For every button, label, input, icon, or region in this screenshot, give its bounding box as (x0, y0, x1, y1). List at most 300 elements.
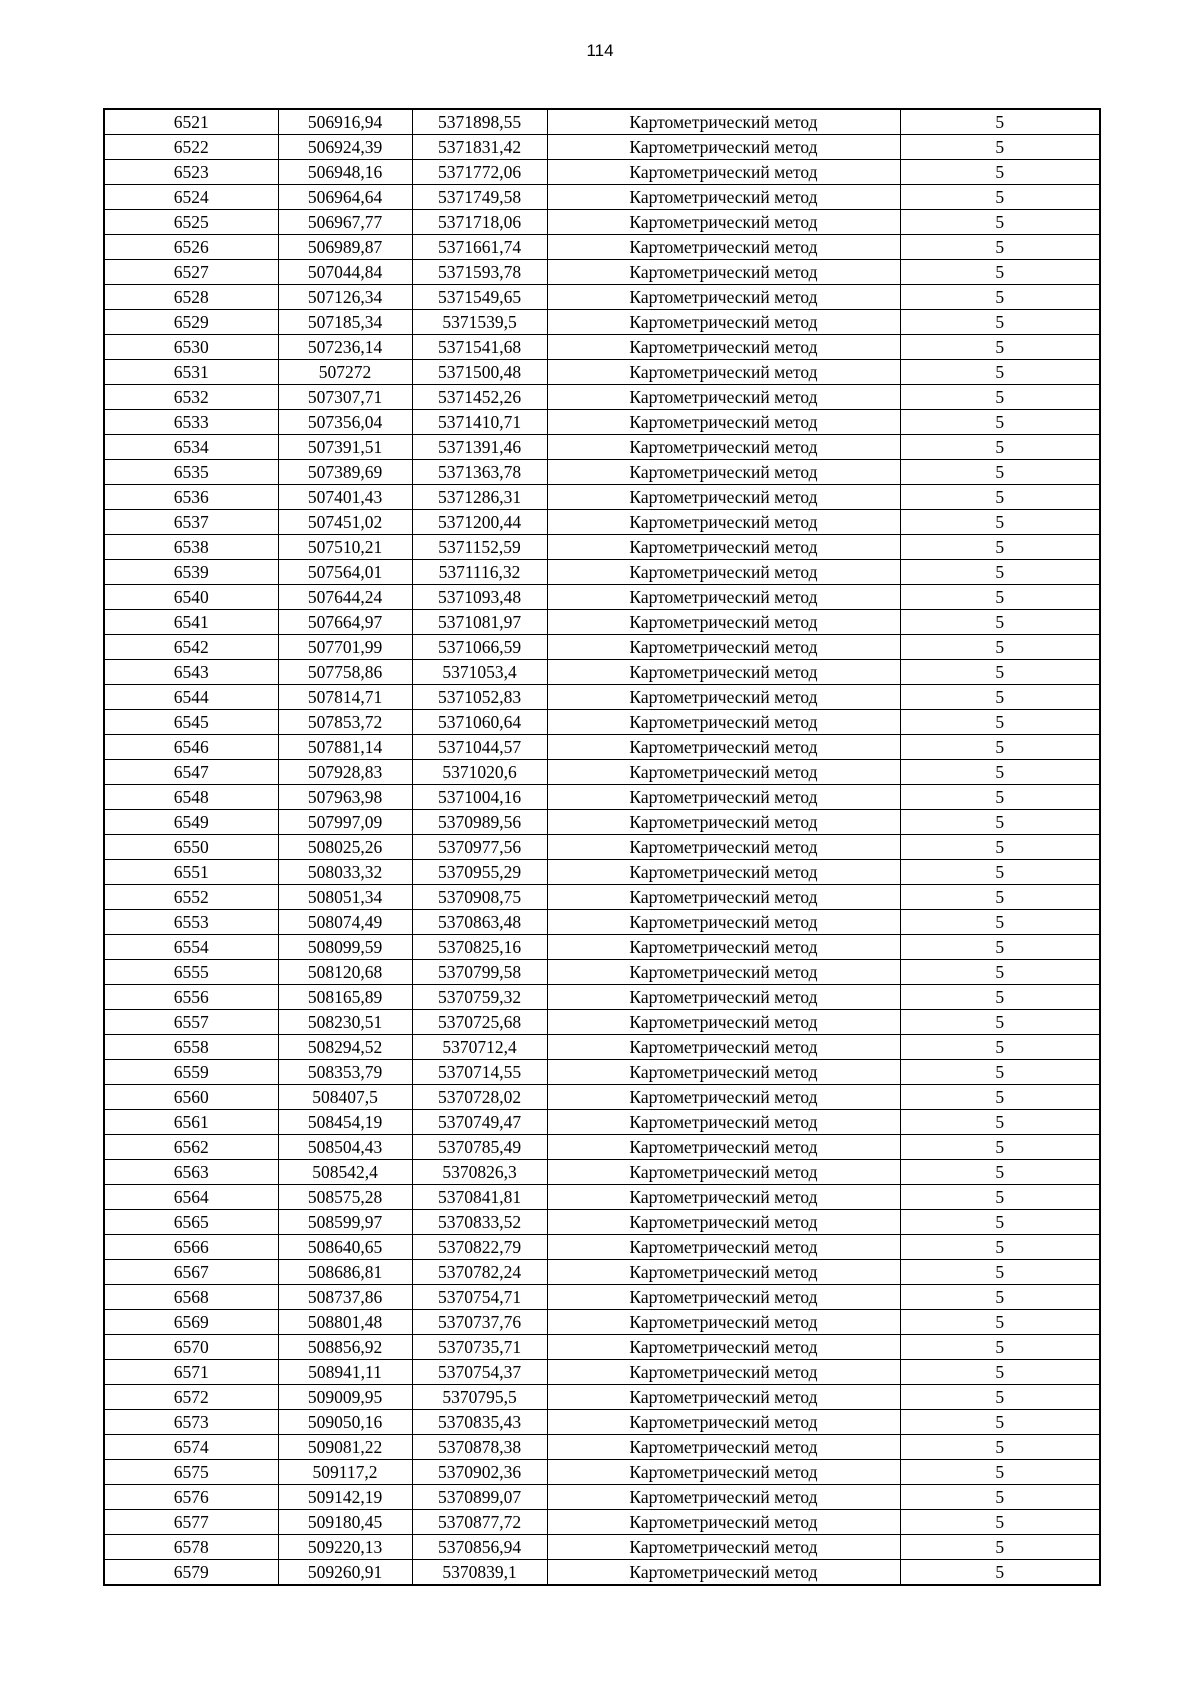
y-coordinate-cell: 5370825,16 (412, 935, 547, 960)
point-number-cell: 6549 (104, 810, 278, 835)
x-coordinate-cell: 508575,28 (278, 1185, 412, 1210)
point-number-cell: 6533 (104, 410, 278, 435)
y-coordinate-cell: 5370841,81 (412, 1185, 547, 1210)
accuracy-cell: 5 (900, 1010, 1100, 1035)
point-number-cell: 6572 (104, 1385, 278, 1410)
method-cell: Картометрический метод (547, 560, 900, 585)
table-row (104, 1510, 1100, 1535)
x-coordinate-cell: 509117,2 (278, 1460, 412, 1485)
x-coordinate-cell: 507126,34 (278, 285, 412, 310)
accuracy-cell: 5 (900, 1060, 1100, 1085)
method-cell: Картометрический метод (547, 1185, 900, 1210)
table-row (104, 385, 1100, 410)
accuracy-cell: 5 (900, 1185, 1100, 1210)
point-number-cell: 6536 (104, 485, 278, 510)
y-coordinate-cell: 5370833,52 (412, 1210, 547, 1235)
y-coordinate-cell: 5371363,78 (412, 460, 547, 485)
y-coordinate-cell: 5371053,4 (412, 660, 547, 685)
point-number-cell: 6553 (104, 910, 278, 935)
method-cell: Картометрический метод (547, 1535, 900, 1560)
x-coordinate-cell: 507664,97 (278, 610, 412, 635)
method-cell: Картометрический метод (547, 1485, 900, 1510)
accuracy-cell: 5 (900, 810, 1100, 835)
point-number-cell: 6543 (104, 660, 278, 685)
point-number-cell: 6548 (104, 785, 278, 810)
point-number-cell: 6538 (104, 535, 278, 560)
accuracy-cell: 5 (900, 210, 1100, 235)
point-number-cell: 6522 (104, 135, 278, 160)
x-coordinate-cell: 507307,71 (278, 385, 412, 410)
y-coordinate-cell: 5370795,5 (412, 1385, 547, 1410)
method-cell: Картометрический метод (547, 485, 900, 510)
table-row (104, 1210, 1100, 1235)
y-coordinate-cell: 5370782,24 (412, 1260, 547, 1285)
table-row (104, 1185, 1100, 1210)
method-cell: Картометрический метод (547, 1110, 900, 1135)
y-coordinate-cell: 5371549,65 (412, 285, 547, 310)
point-number-cell: 6561 (104, 1110, 278, 1135)
accuracy-cell: 5 (900, 510, 1100, 535)
y-coordinate-cell: 5370863,48 (412, 910, 547, 935)
table-row (104, 910, 1100, 935)
x-coordinate-cell: 509050,16 (278, 1410, 412, 1435)
accuracy-cell: 5 (900, 635, 1100, 660)
point-number-cell: 6576 (104, 1485, 278, 1510)
method-cell: Картометрический метод (547, 585, 900, 610)
x-coordinate-cell: 508230,51 (278, 1010, 412, 1035)
x-coordinate-cell: 507401,43 (278, 485, 412, 510)
y-coordinate-cell: 5370878,38 (412, 1435, 547, 1460)
table-row (104, 1035, 1100, 1060)
accuracy-cell: 5 (900, 1235, 1100, 1260)
y-coordinate-cell: 5371452,26 (412, 385, 547, 410)
table-row (104, 1335, 1100, 1360)
x-coordinate-cell: 506948,16 (278, 160, 412, 185)
point-number-cell: 6554 (104, 935, 278, 960)
accuracy-cell: 5 (900, 135, 1100, 160)
point-number-cell: 6547 (104, 760, 278, 785)
table-row (104, 1235, 1100, 1260)
y-coordinate-cell: 5371060,64 (412, 710, 547, 735)
table-row (104, 1485, 1100, 1510)
method-cell: Картометрический метод (547, 660, 900, 685)
method-cell: Картометрический метод (547, 935, 900, 960)
y-coordinate-cell: 5371749,58 (412, 185, 547, 210)
x-coordinate-cell: 507701,99 (278, 635, 412, 660)
method-cell: Картометрический метод (547, 335, 900, 360)
accuracy-cell: 5 (900, 1260, 1100, 1285)
accuracy-cell: 5 (900, 1535, 1100, 1560)
method-cell: Картометрический метод (547, 210, 900, 235)
table-row (104, 360, 1100, 385)
y-coordinate-cell: 5370759,32 (412, 985, 547, 1010)
y-coordinate-cell: 5370728,02 (412, 1085, 547, 1110)
x-coordinate-cell: 508856,92 (278, 1335, 412, 1360)
table-row (104, 310, 1100, 335)
table-row (104, 1460, 1100, 1485)
point-number-cell: 6535 (104, 460, 278, 485)
y-coordinate-cell: 5370725,68 (412, 1010, 547, 1035)
y-coordinate-cell: 5370749,47 (412, 1110, 547, 1135)
point-number-cell: 6571 (104, 1360, 278, 1385)
x-coordinate-cell: 508099,59 (278, 935, 412, 960)
point-number-cell: 6550 (104, 835, 278, 860)
point-number-cell: 6575 (104, 1460, 278, 1485)
x-coordinate-cell: 509180,45 (278, 1510, 412, 1535)
x-coordinate-cell: 508542,4 (278, 1160, 412, 1185)
y-coordinate-cell: 5371391,46 (412, 435, 547, 460)
method-cell: Картометрический метод (547, 810, 900, 835)
y-coordinate-cell: 5371593,78 (412, 260, 547, 285)
method-cell: Картометрический метод (547, 535, 900, 560)
method-cell: Картометрический метод (547, 160, 900, 185)
point-number-cell: 6574 (104, 1435, 278, 1460)
point-number-cell: 6567 (104, 1260, 278, 1285)
y-coordinate-cell: 5371200,44 (412, 510, 547, 535)
table-row (104, 735, 1100, 760)
table-row (104, 935, 1100, 960)
y-coordinate-cell: 5371898,55 (412, 109, 547, 135)
accuracy-cell: 5 (900, 1085, 1100, 1110)
accuracy-cell: 5 (900, 985, 1100, 1010)
table-row (104, 210, 1100, 235)
x-coordinate-cell: 507853,72 (278, 710, 412, 735)
point-number-cell: 6573 (104, 1410, 278, 1435)
method-cell: Картометрический метод (547, 1310, 900, 1335)
y-coordinate-cell: 5370835,43 (412, 1410, 547, 1435)
method-cell: Картометрический метод (547, 410, 900, 435)
y-coordinate-cell: 5370955,29 (412, 860, 547, 885)
method-cell: Картометрический метод (547, 610, 900, 635)
method-cell: Картометрический метод (547, 735, 900, 760)
x-coordinate-cell: 508051,34 (278, 885, 412, 910)
method-cell: Картометрический метод (547, 1060, 900, 1085)
table-row (104, 660, 1100, 685)
x-coordinate-cell: 507564,01 (278, 560, 412, 585)
y-coordinate-cell: 5371116,32 (412, 560, 547, 585)
accuracy-cell: 5 (900, 685, 1100, 710)
y-coordinate-cell: 5371093,48 (412, 585, 547, 610)
accuracy-cell: 5 (900, 235, 1100, 260)
table-row (104, 560, 1100, 585)
point-number-cell: 6542 (104, 635, 278, 660)
x-coordinate-cell: 509220,13 (278, 1535, 412, 1560)
point-number-cell: 6532 (104, 385, 278, 410)
x-coordinate-cell: 508074,49 (278, 910, 412, 935)
point-number-cell: 6570 (104, 1335, 278, 1360)
accuracy-cell: 5 (900, 160, 1100, 185)
method-cell: Картометрический метод (547, 435, 900, 460)
point-number-cell: 6568 (104, 1285, 278, 1310)
point-number-cell: 6558 (104, 1035, 278, 1060)
method-cell: Картометрический метод (547, 1085, 900, 1110)
point-number-cell: 6579 (104, 1560, 278, 1586)
point-number-cell: 6566 (104, 1235, 278, 1260)
point-number-cell: 6560 (104, 1085, 278, 1110)
accuracy-cell: 5 (900, 310, 1100, 335)
y-coordinate-cell: 5370902,36 (412, 1460, 547, 1485)
table-row (104, 410, 1100, 435)
table-row (104, 760, 1100, 785)
y-coordinate-cell: 5370839,1 (412, 1560, 547, 1586)
y-coordinate-cell: 5370735,71 (412, 1335, 547, 1360)
point-number-cell: 6541 (104, 610, 278, 635)
x-coordinate-cell: 507997,09 (278, 810, 412, 835)
point-number-cell: 6564 (104, 1185, 278, 1210)
x-coordinate-cell: 508504,43 (278, 1135, 412, 1160)
x-coordinate-cell: 507963,98 (278, 785, 412, 810)
accuracy-cell: 5 (900, 535, 1100, 560)
point-number-cell: 6527 (104, 260, 278, 285)
y-coordinate-cell: 5370822,79 (412, 1235, 547, 1260)
table-row (104, 860, 1100, 885)
table-row (104, 1310, 1100, 1335)
y-coordinate-cell: 5370737,76 (412, 1310, 547, 1335)
y-coordinate-cell: 5371661,74 (412, 235, 547, 260)
table-row (104, 160, 1100, 185)
point-number-cell: 6552 (104, 885, 278, 910)
y-coordinate-cell: 5371541,68 (412, 335, 547, 360)
method-cell: Картометрический метод (547, 1135, 900, 1160)
point-number-cell: 6578 (104, 1535, 278, 1560)
table-row (104, 1285, 1100, 1310)
table-row (104, 1385, 1100, 1410)
method-cell: Картометрический метод (547, 785, 900, 810)
method-cell: Картометрический метод (547, 1235, 900, 1260)
method-cell: Картометрический метод (547, 235, 900, 260)
point-number-cell: 6551 (104, 860, 278, 885)
method-cell: Картометрический метод (547, 1210, 900, 1235)
x-coordinate-cell: 508353,79 (278, 1060, 412, 1085)
x-coordinate-cell: 508599,97 (278, 1210, 412, 1235)
accuracy-cell: 5 (900, 910, 1100, 935)
accuracy-cell: 5 (900, 385, 1100, 410)
method-cell: Картометрический метод (547, 1285, 900, 1310)
point-number-cell: 6523 (104, 160, 278, 185)
y-coordinate-cell: 5371539,5 (412, 310, 547, 335)
method-cell: Картометрический метод (547, 1510, 900, 1535)
y-coordinate-cell: 5370908,75 (412, 885, 547, 910)
accuracy-cell: 5 (900, 435, 1100, 460)
method-cell: Картометрический метод (547, 985, 900, 1010)
point-number-cell: 6539 (104, 560, 278, 585)
table-row (104, 1135, 1100, 1160)
table-row (104, 1160, 1100, 1185)
method-cell: Картометрический метод (547, 1360, 900, 1385)
method-cell: Картометрический метод (547, 1435, 900, 1460)
accuracy-cell: 5 (900, 585, 1100, 610)
accuracy-cell: 5 (900, 885, 1100, 910)
y-coordinate-cell: 5371004,16 (412, 785, 547, 810)
method-cell: Картометрический метод (547, 1035, 900, 1060)
accuracy-cell: 5 (900, 960, 1100, 985)
method-cell: Картометрический метод (547, 760, 900, 785)
x-coordinate-cell: 508120,68 (278, 960, 412, 985)
table-row (104, 435, 1100, 460)
method-cell: Картометрический метод (547, 385, 900, 410)
x-coordinate-cell: 509009,95 (278, 1385, 412, 1410)
method-cell: Картометрический метод (547, 460, 900, 485)
page-number: 114 (586, 41, 614, 60)
accuracy-cell: 5 (900, 1385, 1100, 1410)
x-coordinate-cell: 508640,65 (278, 1235, 412, 1260)
accuracy-cell: 5 (900, 460, 1100, 485)
accuracy-cell: 5 (900, 1510, 1100, 1535)
point-number-cell: 6562 (104, 1135, 278, 1160)
point-number-cell: 6546 (104, 735, 278, 760)
accuracy-cell: 5 (900, 735, 1100, 760)
point-number-cell: 6526 (104, 235, 278, 260)
point-number-cell: 6545 (104, 710, 278, 735)
y-coordinate-cell: 5370899,07 (412, 1485, 547, 1510)
accuracy-cell: 5 (900, 1335, 1100, 1360)
method-cell: Картометрический метод (547, 835, 900, 860)
point-number-cell: 6544 (104, 685, 278, 710)
accuracy-cell: 5 (900, 860, 1100, 885)
table-row (104, 135, 1100, 160)
table-row (104, 610, 1100, 635)
y-coordinate-cell: 5371410,71 (412, 410, 547, 435)
method-cell: Картометрический метод (547, 285, 900, 310)
method-cell: Картометрический метод (547, 1160, 900, 1185)
point-number-cell: 6524 (104, 185, 278, 210)
table-row (104, 785, 1100, 810)
x-coordinate-cell: 507236,14 (278, 335, 412, 360)
table-row (104, 285, 1100, 310)
x-coordinate-cell: 506916,94 (278, 109, 412, 135)
accuracy-cell: 5 (900, 1210, 1100, 1235)
point-number-cell: 6537 (104, 510, 278, 535)
table-row (104, 185, 1100, 210)
accuracy-cell: 5 (900, 1435, 1100, 1460)
accuracy-cell: 5 (900, 1285, 1100, 1310)
accuracy-cell: 5 (900, 410, 1100, 435)
x-coordinate-cell: 506989,87 (278, 235, 412, 260)
x-coordinate-cell: 506967,77 (278, 210, 412, 235)
table-row (104, 335, 1100, 360)
y-coordinate-cell: 5371831,42 (412, 135, 547, 160)
coordinates-table (103, 108, 1101, 1586)
method-cell: Картометрический метод (547, 109, 900, 135)
y-coordinate-cell: 5370799,58 (412, 960, 547, 985)
y-coordinate-cell: 5371044,57 (412, 735, 547, 760)
x-coordinate-cell: 509081,22 (278, 1435, 412, 1460)
x-coordinate-cell: 508165,89 (278, 985, 412, 1010)
accuracy-cell: 5 (900, 785, 1100, 810)
table-row (104, 635, 1100, 660)
table-row (104, 1085, 1100, 1110)
x-coordinate-cell: 507185,34 (278, 310, 412, 335)
x-coordinate-cell: 507272 (278, 360, 412, 385)
accuracy-cell: 5 (900, 109, 1100, 135)
x-coordinate-cell: 507644,24 (278, 585, 412, 610)
table-row (104, 1435, 1100, 1460)
accuracy-cell: 5 (900, 760, 1100, 785)
method-cell: Картометрический метод (547, 1335, 900, 1360)
table-row (104, 835, 1100, 860)
accuracy-cell: 5 (900, 660, 1100, 685)
y-coordinate-cell: 5370989,56 (412, 810, 547, 835)
point-number-cell: 6559 (104, 1060, 278, 1085)
y-coordinate-cell: 5371152,59 (412, 535, 547, 560)
point-number-cell: 6521 (104, 109, 278, 135)
table-row (104, 535, 1100, 560)
y-coordinate-cell: 5371052,83 (412, 685, 547, 710)
accuracy-cell: 5 (900, 935, 1100, 960)
point-number-cell: 6540 (104, 585, 278, 610)
y-coordinate-cell: 5370785,49 (412, 1135, 547, 1160)
x-coordinate-cell: 507758,86 (278, 660, 412, 685)
y-coordinate-cell: 5370856,94 (412, 1535, 547, 1560)
accuracy-cell: 5 (900, 1160, 1100, 1185)
point-number-cell: 6563 (104, 1160, 278, 1185)
point-number-cell: 6525 (104, 210, 278, 235)
point-number-cell: 6565 (104, 1210, 278, 1235)
method-cell: Картометрический метод (547, 910, 900, 935)
point-number-cell: 6534 (104, 435, 278, 460)
y-coordinate-cell: 5370754,71 (412, 1285, 547, 1310)
accuracy-cell: 5 (900, 335, 1100, 360)
method-cell: Картометрический метод (547, 260, 900, 285)
accuracy-cell: 5 (900, 1035, 1100, 1060)
table-row (104, 460, 1100, 485)
x-coordinate-cell: 509260,91 (278, 1560, 412, 1586)
x-coordinate-cell: 508025,26 (278, 835, 412, 860)
x-coordinate-cell: 507356,04 (278, 410, 412, 435)
table-row (104, 1010, 1100, 1035)
x-coordinate-cell: 507928,83 (278, 760, 412, 785)
point-number-cell: 6530 (104, 335, 278, 360)
method-cell: Картометрический метод (547, 360, 900, 385)
table-row (104, 1260, 1100, 1285)
table-row (104, 1560, 1100, 1586)
x-coordinate-cell: 507451,02 (278, 510, 412, 535)
accuracy-cell: 5 (900, 285, 1100, 310)
table-row (104, 810, 1100, 835)
table-row (104, 235, 1100, 260)
method-cell: Картометрический метод (547, 860, 900, 885)
method-cell: Картометрический метод (547, 960, 900, 985)
point-number-cell: 6555 (104, 960, 278, 985)
method-cell: Картометрический метод (547, 1460, 900, 1485)
y-coordinate-cell: 5370754,37 (412, 1360, 547, 1385)
x-coordinate-cell: 508294,52 (278, 1035, 412, 1060)
accuracy-cell: 5 (900, 1310, 1100, 1335)
x-coordinate-cell: 507391,51 (278, 435, 412, 460)
x-coordinate-cell: 507044,84 (278, 260, 412, 285)
table-row (104, 109, 1100, 135)
point-number-cell: 6556 (104, 985, 278, 1010)
x-coordinate-cell: 509142,19 (278, 1485, 412, 1510)
x-coordinate-cell: 507881,14 (278, 735, 412, 760)
point-number-cell: 6528 (104, 285, 278, 310)
method-cell: Картометрический метод (547, 1410, 900, 1435)
method-cell: Картометрический метод (547, 310, 900, 335)
method-cell: Картометрический метод (547, 1260, 900, 1285)
accuracy-cell: 5 (900, 1135, 1100, 1160)
table-row (104, 985, 1100, 1010)
table-row (104, 585, 1100, 610)
accuracy-cell: 5 (900, 610, 1100, 635)
table-row (104, 960, 1100, 985)
method-cell: Картометрический метод (547, 885, 900, 910)
accuracy-cell: 5 (900, 260, 1100, 285)
x-coordinate-cell: 508737,86 (278, 1285, 412, 1310)
method-cell: Картометрический метод (547, 635, 900, 660)
x-coordinate-cell: 508454,19 (278, 1110, 412, 1135)
y-coordinate-cell: 5371286,31 (412, 485, 547, 510)
y-coordinate-cell: 5371081,97 (412, 610, 547, 635)
